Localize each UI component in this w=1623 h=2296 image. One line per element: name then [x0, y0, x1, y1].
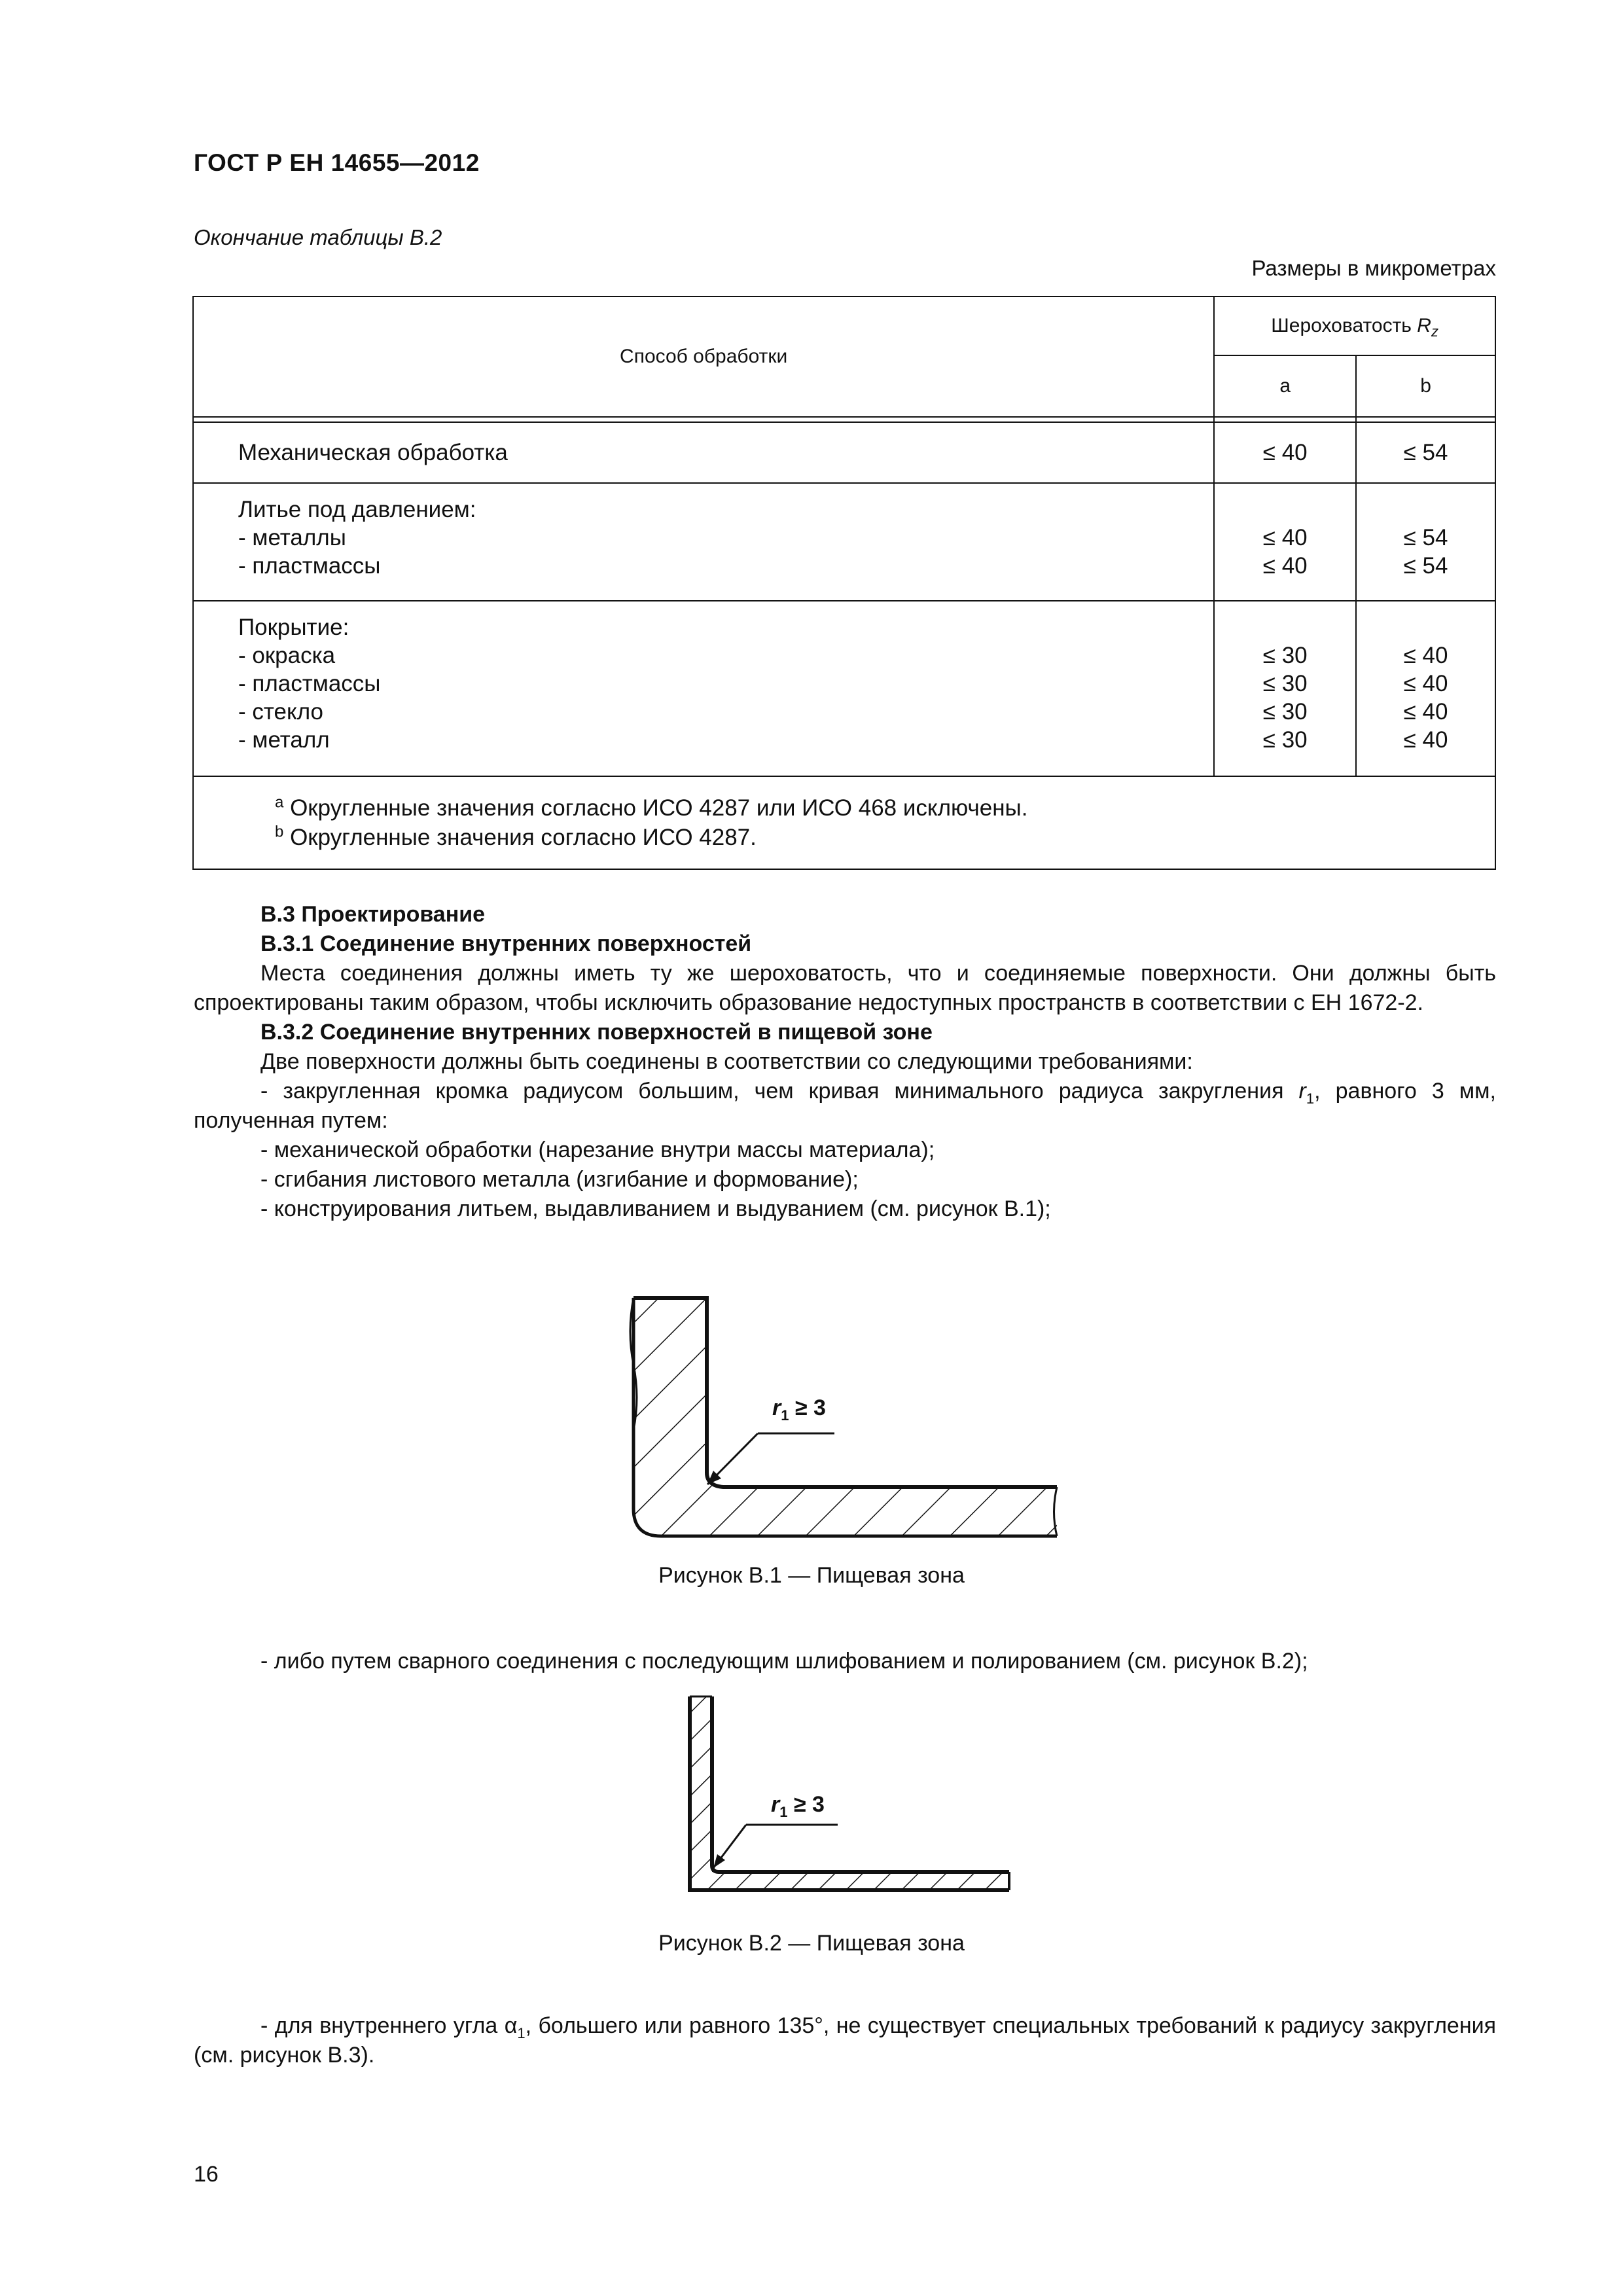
table-units-note: Размеры в микрометрах: [1251, 256, 1496, 280]
row-value-b: ≤ 40: [1403, 643, 1448, 668]
row-value-b: ≤ 40: [1403, 727, 1448, 753]
subsection-title: В.3.1 Соединение внутренних поверхностей: [260, 931, 752, 956]
subsection-title: В.3.2 Соединение внутренних поверхностей в пищевой зоне: [260, 1020, 933, 1045]
header-col-b: b: [1356, 355, 1495, 417]
row-item-label: - металлы: [238, 525, 346, 550]
footnote-a: $^a$ Округленные значения согласно ИСО 4287 или ИСО 468 исключены.: [275, 793, 1028, 821]
list-item: - для внутреннего угла $\alpha_1$, большего или равного 135°, не существует специальных требований к радиусу закругления (см. рисунок В.3).: [194, 2013, 1497, 2068]
table-header-row: [193, 296, 1495, 355]
row-value-b: ≤ 54: [1403, 553, 1448, 579]
row-group-label: Покрытие:: [238, 615, 349, 640]
table-row: [193, 601, 1495, 776]
row-value-a: ≤ 40: [1262, 525, 1308, 550]
row-item-label: - окраска: [238, 643, 336, 668]
section-b3: [194, 900, 1496, 1224]
header-method: Способ обработки: [193, 296, 1214, 417]
table-footnotes-row: [193, 776, 1495, 869]
paragraph: Места соединения должны иметь ту же шероховатость, что и соединяемые поверхности. Они должны быть спроектированы таким образом, чтобы исключить образование недоступных пространств в соответствии с ЕН 1672-2.: [194, 961, 1496, 1015]
table-continuation-label: Окончание таблицы В.2: [194, 225, 442, 249]
row-value-a: ≤ 30: [1262, 699, 1308, 725]
row-item-label: - пластмассы: [238, 553, 381, 579]
row-value-a: ≤ 30: [1262, 727, 1308, 753]
row-item-label: - стекло: [238, 699, 323, 725]
section-title: В.3 Проектирование: [260, 902, 486, 927]
figure-b2-label: $r_1 \ge 3$: [771, 1792, 825, 1820]
paragraph: Две поверхности должны быть соединены в соответствии со следующими требованиями:: [260, 1049, 1193, 1074]
row-value-a: ≤ 30: [1262, 671, 1308, 696]
list-item: - либо путем сварного соединения с последующим шлифованием и полированием (см. рисунок В.2);: [260, 1649, 1308, 1674]
footnote-b: $^b$ Округленные значения согласно ИСО 4287.: [275, 823, 757, 850]
row-value-a: ≤ 30: [1262, 643, 1308, 668]
row-group-label: Литье под давлением:: [238, 497, 476, 522]
row-item-label: - пластмассы: [238, 671, 381, 696]
roughness-table: [192, 296, 1496, 870]
row-value-b: ≤ 54: [1403, 525, 1448, 550]
header-roughness: Шероховатость $R_z$: [1214, 296, 1495, 355]
figure-b2-caption: Рисунок В.2 — Пищевая зона: [658, 1931, 965, 1956]
header-col-a: a: [1214, 355, 1356, 417]
list-item: - закругленная кромка радиусом большим, чем кривая минимального радиуса закругления $r_1$, равного 3 мм, полученная путем:: [194, 1079, 1496, 1133]
figure-b1-caption: Рисунок В.1 — Пищевая зона: [658, 1563, 965, 1588]
figure-b1-label: $r_1 \ge 3$: [772, 1395, 826, 1424]
page-number: 16: [194, 2162, 219, 2187]
row-value-a: ≤ 40: [1262, 553, 1308, 579]
row-value-b: ≤ 40: [1403, 671, 1448, 696]
row-value-a: ≤ 40: [1214, 422, 1356, 483]
list-item: - механической обработки (нарезание внутри массы материала);: [260, 1138, 935, 1162]
table-row: [193, 422, 1495, 483]
row-item-label: - металл: [238, 727, 330, 753]
list-item: - конструирования литьем, выдавливанием и выдуванием (см. рисунок В.1);: [260, 1196, 1051, 1221]
list-item: - сгибания листового металла (изгибание и формование);: [260, 1167, 859, 1192]
row-value-b: ≤ 54: [1356, 422, 1495, 483]
figure-b2-drawing: [681, 1694, 1021, 1897]
row-value-b: ≤ 40: [1403, 699, 1448, 725]
row-method-label: Механическая обработка: [238, 439, 508, 465]
figure-b1-drawing: [615, 1293, 1086, 1554]
document-header: ГОСТ Р ЕН 14655—2012: [194, 149, 480, 176]
table-row: [193, 483, 1495, 601]
